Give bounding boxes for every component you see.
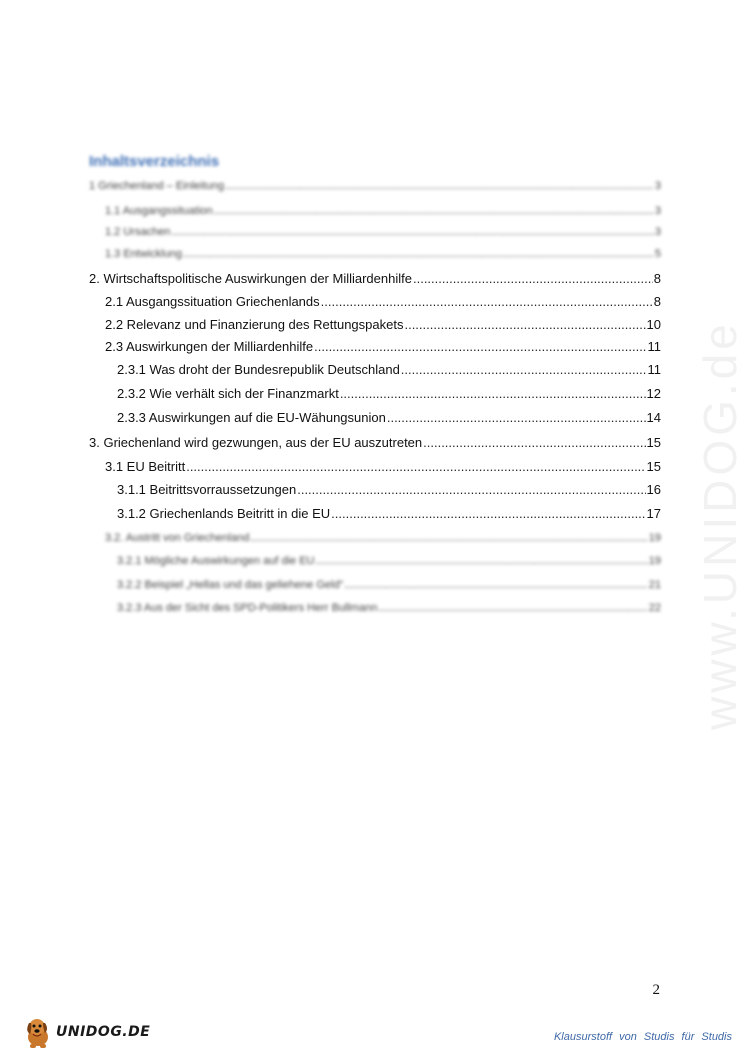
toc-leader-dots — [225, 178, 654, 194]
toc-leader-dots — [297, 482, 645, 498]
toc-leader-dots — [413, 271, 653, 287]
dog-mascot-icon — [22, 1015, 54, 1049]
toc-entry-page: 8 — [653, 271, 661, 286]
toc-entry-page: 3 — [654, 226, 661, 238]
toc-entry[interactable] — [89, 553, 661, 569]
toc-entry-page: 3 — [654, 205, 661, 217]
toc-entry-page: 15 — [646, 435, 661, 450]
toc-leader-dots — [423, 435, 645, 451]
toc-entry-page: 22 — [648, 602, 661, 614]
toc-entry-page: 11 — [647, 362, 661, 377]
toc-entry-page: 11 — [647, 339, 661, 354]
toc-leader-dots — [183, 246, 654, 262]
toc-entry-page: 12 — [646, 386, 661, 401]
toc-entry-page: 15 — [646, 459, 661, 474]
footer-tagline: Klausurstoff von Studis für Studis — [553, 1031, 732, 1043]
toc-entry-page: 17 — [646, 506, 661, 521]
toc-entry[interactable] — [89, 530, 661, 546]
toc-entry-page: 14 — [646, 410, 661, 425]
footer-logo — [22, 1014, 150, 1050]
toc-entry-title: 2.1 Ausgangssituation Griechenlands — [105, 294, 320, 309]
toc-entry[interactable] — [89, 459, 661, 475]
toc-entry-title: 2.3 Auswirkungen der Milliardenhilfe — [105, 339, 314, 354]
toc-entry-title: 1 Griechenland – Einleitung — [89, 180, 225, 192]
toc-entry-title: 3.2.1 Mögliche Auswirkungen auf die EU — [117, 555, 315, 567]
page-number: 2 — [652, 982, 660, 998]
toc-title: Inhaltsverzeichnis — [89, 153, 220, 170]
toc-leader-dots — [378, 600, 647, 616]
toc-leader-dots — [171, 224, 653, 240]
toc-entry-title: 1.1 Ausgangssituation — [105, 205, 213, 217]
toc-entry[interactable] — [89, 435, 661, 451]
toc-entry[interactable] — [89, 577, 661, 593]
toc-entry-page: 21 — [648, 579, 661, 591]
toc-leader-dots — [331, 506, 645, 522]
toc-entry-page: 10 — [646, 317, 661, 332]
toc-entry[interactable] — [89, 178, 661, 194]
toc-entry-title: 3. Griechenland wird gezwungen, aus der EU auszutreten — [89, 435, 423, 450]
logo-text: UNIDOG.DE — [56, 1024, 151, 1040]
toc-leader-dots — [316, 553, 648, 569]
toc-entry-title: 3.1.1 Beitrittsvorraussetzungen — [117, 482, 297, 497]
toc-entry[interactable] — [89, 203, 661, 219]
toc-entry-title: 2.3.1 Was droht der Bundesrepublik Deutschland — [117, 362, 400, 377]
toc-entry[interactable] — [89, 506, 661, 522]
toc-leader-dots — [404, 317, 645, 333]
toc-entry-title: 3.1.2 Griechenlands Beitritt in die EU — [117, 506, 331, 521]
toc-entry-title: 2.2 Relevanz und Finanzierung des Rettungspakets — [105, 317, 404, 332]
toc-entry[interactable] — [89, 600, 661, 616]
toc-leader-dots — [344, 577, 647, 593]
toc-entry-title: 2.3.3 Auswirkungen auf die EU-Wähungsunion — [117, 410, 386, 425]
toc-entry[interactable] — [89, 362, 661, 378]
toc-entry-page: 16 — [646, 482, 661, 497]
toc-leader-dots — [186, 459, 645, 475]
toc-entry-title: 1.3 Entwicklung — [105, 248, 183, 260]
toc-entry-title: 3.2.3 Aus der Sicht des SPD-Politikers Herr Bullmann — [117, 602, 378, 614]
toc-entry[interactable] — [89, 224, 661, 240]
toc-entry-page: 8 — [653, 294, 661, 309]
toc-entry[interactable] — [89, 294, 661, 310]
toc-leader-dots — [340, 386, 646, 402]
toc-entry[interactable] — [89, 386, 661, 402]
toc-entry-page: 19 — [648, 555, 661, 567]
toc-leader-dots — [401, 362, 647, 378]
toc-entry-title: 3.2.2 Beispiel „Hellas und das geliehene Geld“ — [117, 579, 344, 591]
toc-entry[interactable] — [89, 339, 661, 355]
watermark: www.UNIDOG.de — [694, 320, 746, 730]
toc-leader-dots — [250, 530, 647, 546]
toc-entry-page: 5 — [654, 248, 661, 260]
toc-entry-page: 3 — [654, 180, 661, 192]
toc-entry-title: 3.1 EU Beitritt — [105, 459, 186, 474]
toc-leader-dots — [321, 294, 653, 310]
toc-entry-title: 1.2 Ursachen — [105, 226, 171, 238]
toc-entry[interactable] — [89, 271, 661, 287]
toc-leader-dots — [214, 203, 654, 219]
toc-leader-dots — [314, 339, 646, 355]
toc-entry-title: 3.2. Austritt von Griechenland — [105, 532, 250, 544]
toc-entry-page: 19 — [648, 532, 661, 544]
toc-entry-title: 2. Wirtschaftspolitische Auswirkungen der Milliardenhilfe — [89, 271, 412, 286]
toc-entry[interactable] — [89, 410, 661, 426]
toc-entry[interactable] — [89, 482, 661, 498]
toc-entry-title: 2.3.2 Wie verhält sich der Finanzmarkt — [117, 386, 339, 401]
toc-leader-dots — [387, 410, 646, 426]
toc-entry[interactable] — [89, 317, 661, 333]
toc-entry[interactable] — [89, 246, 661, 262]
